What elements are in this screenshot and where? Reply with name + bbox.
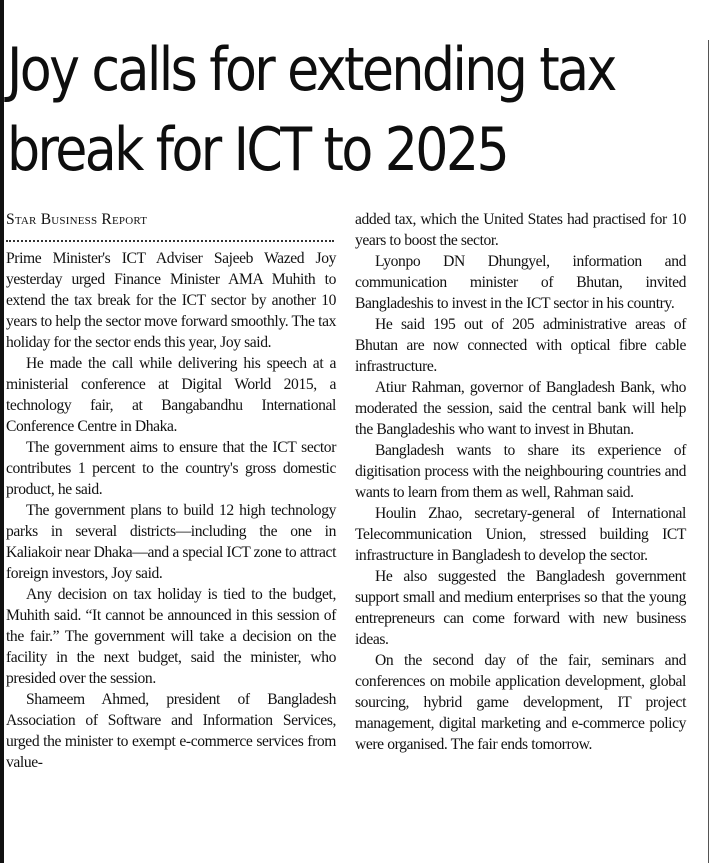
article-column-right <box>355 209 686 755</box>
headline-line-1: Joy calls for extending tax <box>7 35 615 105</box>
article-column-left <box>6 209 336 773</box>
paragraph: Lyonpo DN Dhungyel, information and communication minister of Bhutan, invited Bangladeshis to invest in the ICT sector in his country. <box>355 253 686 312</box>
column-rule-right <box>708 40 709 863</box>
paragraph: The government aims to ensure that the ICT sector contributes 1 percent to the country's gross domestic product, he said. <box>6 439 336 498</box>
paragraph: Prime Minister's ICT Adviser Sajeeb Wazed Joy yesterday urged Finance Minister AMA Muhith to extend the tax break for the ICT sector by another 10 years to help the sector move forward smoothly. The tax holiday for the sector ends this year, Joy said. <box>6 250 336 351</box>
headline-line-2: break for ICT to 2025 <box>7 115 508 185</box>
paragraph: Shameem Ahmed, president of Bangladesh Association of Software and Information Services, urged the minister to exempt e-commerce services from value- <box>6 691 336 771</box>
paragraph: Houlin Zhao, secretary-general of International Telecommunication Union, stressed building ICT infrastructure in Bangladesh to develop the sector. <box>355 505 686 564</box>
byline-divider <box>6 230 334 242</box>
paragraph: On the second day of the fair, seminars and conferences on mobile application development, global sourcing, hybrid game development, IT project management, digital marketing and e-commerce policy were organised. The fair ends tomorrow. <box>355 652 686 753</box>
column-rule-left <box>0 0 4 863</box>
paragraph: Atiur Rahman, governor of Bangladesh Bank, who moderated the session, said the central bank will help the Bangladeshis who want to invest in Bhutan. <box>355 379 686 438</box>
paragraph: He also suggested the Bangladesh government support small and medium enterprises so that the young entrepreneurs can come forward with new business ideas. <box>355 568 686 648</box>
headline <box>7 30 615 190</box>
paragraph: Any decision on tax holiday is tied to the budget, Muhith said. “It cannot be announced in this session of the fair.” The government will take a decision on the facility in the next budget, said the minister, who presided over the session. <box>6 586 336 687</box>
paragraph: He made the call while delivering his speech at a ministerial conference at Digital World 2015, a technology fair, at Bangabandhu International Conference Centre in Dhaka. <box>6 355 336 435</box>
paragraph: He said 195 out of 205 administrative areas of Bhutan are now connected with optical fibre cable infrastructure. <box>355 316 686 375</box>
byline: Star Business Report <box>6 211 148 228</box>
paragraph-continuation: added tax, which the United States had practised for 10 years to boost the sector. <box>355 211 686 249</box>
paragraph: The government plans to build 12 high technology parks in several districts—including the one in Kaliakoir near Dhaka—and a special ICT zone to attract foreign investors, Joy said. <box>6 502 336 582</box>
paragraph: Bangladesh wants to share its experience of digitisation process with the neighbouring countries and wants to learn from them as well, Rahman said. <box>355 442 686 501</box>
